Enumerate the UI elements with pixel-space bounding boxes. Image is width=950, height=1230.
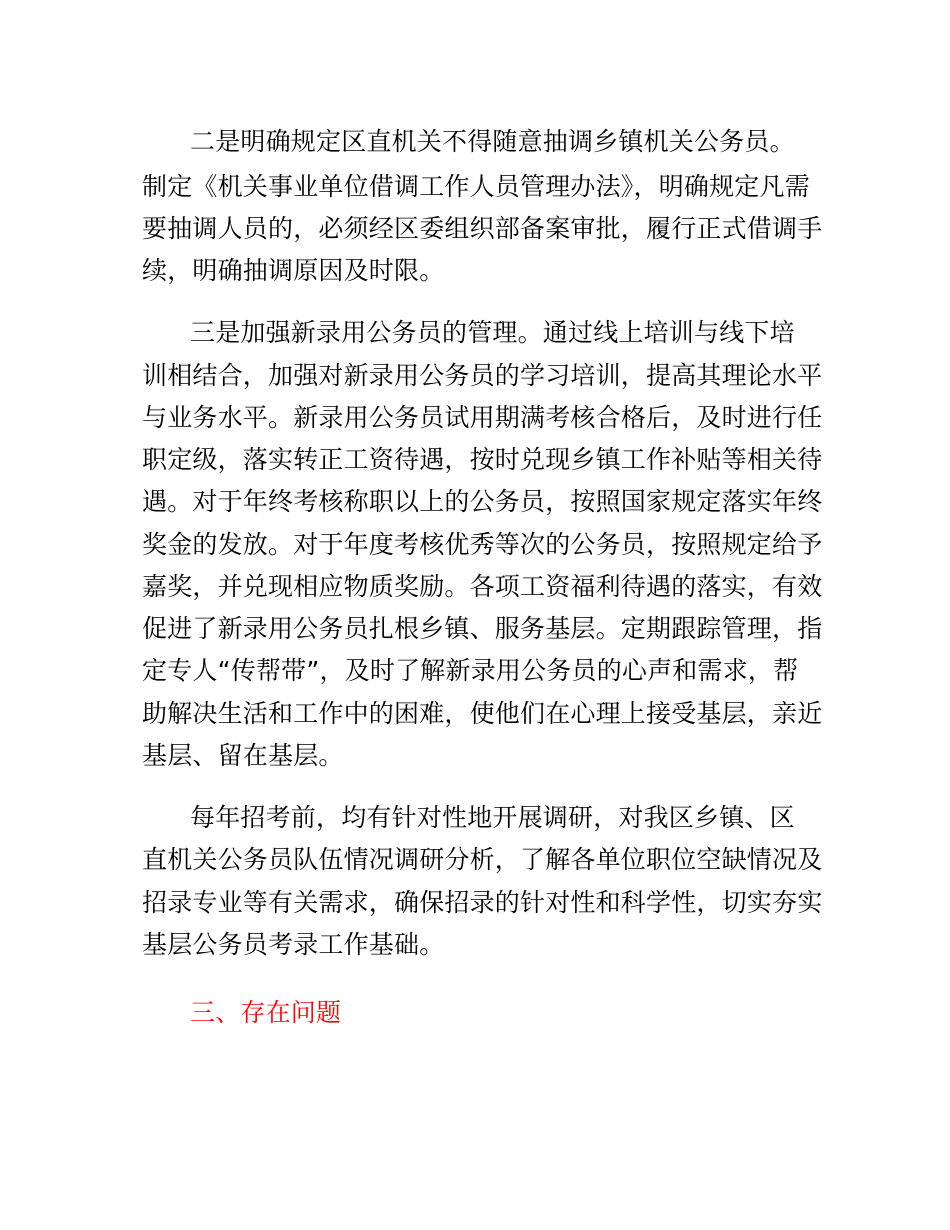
paragraph-line: 职定级，落实转正工资待遇，按时兑现乡镇工作补贴等相关待: [142, 445, 823, 474]
paragraph-line: 三是加强新录用公务员的管理。通过线上培训与线下培: [190, 318, 795, 347]
paragraph-line: 直机关公务员队伍情况调研分析，了解各单位职位空缺情况及: [142, 845, 823, 874]
paragraph-line: 续，明确抽调原因及时限。: [142, 256, 445, 285]
paragraph-line: 基层公务员考录工作基础。: [142, 930, 445, 959]
paragraph-line: 遇。对于年终考核称职以上的公务员，按照国家规定落实年终: [142, 487, 823, 516]
paragraph-line: 制定《机关事业单位借调工作人员管理办法》，明确规定凡需: [142, 172, 810, 201]
paragraph-line: 每年招考前，均有针对性地开展调研，对我区乡镇、区: [190, 803, 795, 832]
paragraph-line: 促进了新录用公务员扎根乡镇、服务基层。定期跟踪管理，指: [142, 614, 823, 643]
paragraph-line: 招录专业等有关需求，确保招录的针对性和科学性，切实夯实: [142, 888, 823, 917]
paragraph-line: 与业务水平。新录用公务员试用期满考核合格后，及时进行任: [142, 403, 823, 432]
paragraph-line: 嘉奖，并兑现相应物质奖励。各项工资福利待遇的落实，有效: [142, 572, 823, 601]
paragraph-line: 定专人“传帮带”，及时了解新录用公务员的心声和需求，帮: [142, 656, 799, 685]
paragraph-line: 要抽调人员的，必须经区委组织部备案审批，履行正式借调手: [142, 214, 823, 243]
paragraph-line: 基层、留在基层。: [142, 741, 344, 770]
paragraph-line: 训相结合，加强对新录用公务员的学习培训，提高其理论水平: [142, 361, 823, 390]
paragraph-line: 奖金的发放。对于年度考核优秀等次的公务员，按照规定给予: [142, 530, 823, 559]
paragraph-line: 二是明确规定区直机关不得随意抽调乡镇机关公务员。: [190, 127, 795, 156]
paragraph-line: 助解决生活和工作中的困难，使他们在心理上接受基层，亲近: [142, 699, 823, 728]
section-heading: 三、存在问题: [190, 998, 342, 1027]
